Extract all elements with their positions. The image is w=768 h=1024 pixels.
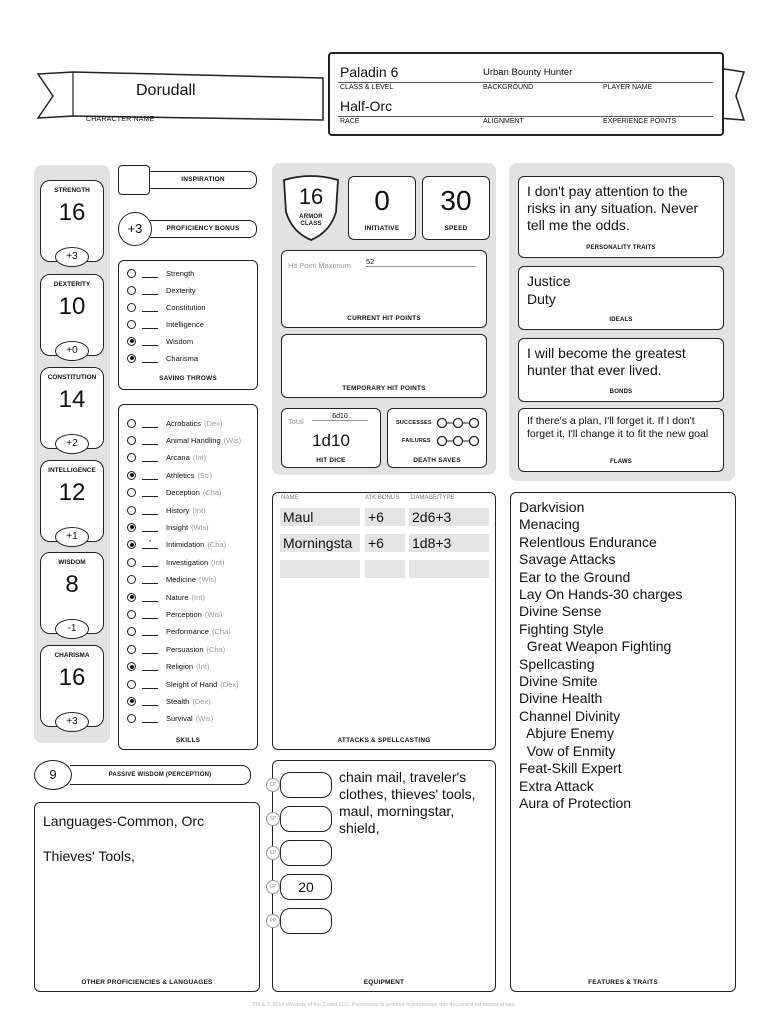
attacks-col-bonus: ATK BONUS <box>365 495 400 501</box>
saving-throw-name: Dexterity <box>166 285 196 295</box>
ability-name: CHARISMA <box>54 652 90 659</box>
attacks-label: ATTACKS & SPELLCASTING <box>337 737 431 744</box>
feature-item: Ear to the Ground <box>519 568 631 585</box>
feature-item: Relentlous Endurance <box>519 533 657 550</box>
hit-dice-total-label: Total <box>288 417 304 426</box>
skill-value[interactable] <box>142 593 158 602</box>
skill-name: Persuasion <box>166 644 204 654</box>
flaws-label: FLAWS <box>610 459 632 465</box>
saving-throw-name: Constitution <box>166 302 206 312</box>
saving-throws-panel <box>118 260 258 390</box>
skill-proficiency[interactable] <box>127 471 136 480</box>
ability-name: INTELLIGENCE <box>48 467 96 474</box>
death-saves-box <box>387 408 487 468</box>
coin-pp[interactable] <box>280 908 332 934</box>
successes-label: SUCCESSES <box>396 420 432 426</box>
skill-value[interactable] <box>142 488 158 497</box>
skill-proficiency[interactable] <box>127 419 136 428</box>
saving-throw-row[interactable] <box>127 351 198 365</box>
skills-label: SKILLS <box>175 737 201 744</box>
saving-throw-proficiency[interactable] <box>127 286 136 295</box>
skill-name: Medicine <box>166 575 197 585</box>
hit-point-maximum-label: Hit Point Maximum <box>288 261 351 270</box>
bonds-box <box>518 338 724 402</box>
ideals-value-1[interactable]: Justice <box>527 273 571 289</box>
skill-attribute: (Wis) <box>195 714 214 724</box>
attack-damage[interactable]: 2d6+3 <box>409 508 489 526</box>
skill-row[interactable] <box>127 677 239 691</box>
passive-wisdom-label: PASSIVE WISDOM (PERCEPTION) <box>70 765 251 785</box>
skill-attribute: (Wis) <box>223 435 242 445</box>
saving-throw-name: Strength <box>166 268 195 278</box>
speed-label: SPEED <box>444 225 468 232</box>
skill-value[interactable] <box>142 680 158 689</box>
skill-attribute: (Cha) <box>207 540 227 550</box>
ability-score[interactable]: 16 <box>58 664 86 691</box>
skill-attribute: (Dex) <box>192 696 211 706</box>
attacks-panel <box>272 492 496 750</box>
skill-value[interactable] <box>142 714 158 723</box>
features-panel <box>510 492 736 992</box>
flaws-box <box>518 408 724 472</box>
ability-score[interactable]: 12 <box>58 479 86 506</box>
skill-name: Nature <box>166 592 189 602</box>
flaws-value[interactable]: If there's a plan, I'll forget it. If I don't forget it, I'll change it to fit the new goal <box>527 415 709 440</box>
skill-row[interactable] <box>127 590 205 604</box>
header-details-box <box>328 52 724 136</box>
ability-constitution <box>40 367 104 449</box>
ability-dexterity <box>40 274 104 356</box>
skill-row[interactable] <box>127 555 224 569</box>
bonds-value[interactable]: I will become the greatest hunter that ever lived. <box>527 345 686 378</box>
skill-name: Sleight of Hand <box>166 679 218 689</box>
coin-cp-label: CP <box>266 778 280 792</box>
race-value[interactable]: Half-Orc <box>340 98 393 114</box>
skill-value[interactable] <box>142 523 158 532</box>
ability-score[interactable]: 8 <box>65 571 79 598</box>
saving-throws-label: SAVING THROWS <box>159 375 217 382</box>
character-name-value[interactable]: Dorudall <box>136 82 196 99</box>
initiative-label: INITIATIVE <box>364 225 400 232</box>
coin-ep-label: EP <box>266 846 280 860</box>
hit-point-maximum-value[interactable]: 52 <box>366 257 476 267</box>
saving-throw-value[interactable] <box>142 303 158 312</box>
skill-value[interactable] <box>142 419 158 428</box>
character-name-banner <box>38 70 328 123</box>
skill-row[interactable] <box>127 503 206 517</box>
skill-proficiency[interactable] <box>127 697 136 706</box>
class-level-label: CLASS & LEVEL <box>340 84 394 91</box>
feature-item: Feat-Skill Expert <box>519 760 622 777</box>
saving-throw-row[interactable] <box>127 317 204 331</box>
proficiencies-line-1[interactable]: Languages-Common, Orc <box>43 813 205 829</box>
speed-box <box>422 176 490 240</box>
skill-row[interactable] <box>127 712 213 726</box>
inspiration-box <box>118 165 258 195</box>
feature-item: Great Weapon Fighting <box>519 638 672 655</box>
skill-proficiency[interactable] <box>127 488 136 497</box>
skill-attribute: (Int) <box>192 453 207 463</box>
personality-traits-box <box>518 176 724 258</box>
ability-modifier[interactable]: +3 <box>55 712 89 732</box>
ability-modifier[interactable]: +0 <box>55 341 89 361</box>
attack-bonus[interactable]: +6 <box>365 508 405 526</box>
skill-value[interactable] <box>142 697 158 706</box>
ability-modifier[interactable]: +2 <box>55 434 89 454</box>
attack-name[interactable] <box>280 560 360 578</box>
skill-name: History <box>166 505 190 515</box>
saving-throw-value[interactable] <box>142 337 158 346</box>
inspiration-checkbox[interactable] <box>118 165 150 195</box>
feature-item: Menacing <box>519 516 580 533</box>
skill-row[interactable] <box>127 468 212 482</box>
ability-name: WISDOM <box>58 559 86 566</box>
skill-name: Performance <box>166 627 209 637</box>
saving-throw-name: Wisdom <box>166 336 194 346</box>
proficiency-bonus-label: PROFICIENCY BONUS <box>150 220 257 238</box>
skill-name: Stealth <box>166 696 190 706</box>
character-name-label: CHARACTER NAME <box>86 116 155 123</box>
skill-name: Deception <box>166 488 200 498</box>
skill-attribute: (Int) <box>191 592 205 602</box>
player-name-label: PLAYER NAME <box>603 84 653 91</box>
skill-row[interactable] <box>127 486 222 500</box>
saving-throw-value[interactable] <box>142 269 158 278</box>
skill-attribute: (Str) <box>197 470 212 480</box>
skill-attribute: (Dex) <box>204 418 223 428</box>
successes-checkboxes[interactable] <box>436 417 480 429</box>
death-saves-label: DEATH SAVES <box>413 457 461 464</box>
skill-name: Acrobatics <box>166 418 202 428</box>
attacks-col-name: NAME <box>281 495 299 501</box>
skill-proficiency[interactable] <box>127 436 136 445</box>
header-line-2 <box>338 116 713 117</box>
attack-bonus[interactable]: +6 <box>365 534 405 552</box>
saving-throw-proficiency[interactable] <box>127 303 136 312</box>
coin-sp[interactable] <box>280 806 332 832</box>
saving-throw-row[interactable] <box>127 283 196 297</box>
skill-name: Religion <box>166 662 194 672</box>
skill-proficiency[interactable] <box>127 575 136 584</box>
skill-value[interactable] <box>142 645 158 654</box>
ability-score[interactable]: 16 <box>58 199 86 226</box>
skill-row[interactable] <box>127 660 209 674</box>
skill-value[interactable] <box>142 558 158 567</box>
hit-dice-total-value[interactable]: 6d10 <box>312 413 368 421</box>
skill-attribute: (Int) <box>192 505 206 515</box>
speed-value[interactable]: 30 <box>440 185 472 216</box>
skill-attribute: (Cha) <box>202 488 222 498</box>
saving-throw-row[interactable] <box>127 300 206 314</box>
class-level-value[interactable]: Paladin 6 <box>340 64 399 80</box>
current-hit-points-label: CURRENT HIT POINTS <box>347 315 421 322</box>
footer-copyright: TM & © 2014 Wizards of the Coast LLC. Permission is granted to photocopy this document for personal use. <box>252 1002 516 1008</box>
skill-row[interactable] <box>127 694 211 708</box>
skill-row[interactable] <box>127 642 225 656</box>
skill-row[interactable] <box>127 625 231 639</box>
skills-panel <box>118 404 258 750</box>
skill-attribute: (Wis) <box>204 609 223 619</box>
hit-dice-value[interactable]: 1d10 <box>312 431 350 450</box>
experience-points-label: EXPERIENCE POINTS <box>603 118 677 125</box>
temporary-hit-points-box <box>281 334 487 398</box>
equipment-label: EQUIPMENT <box>363 979 405 986</box>
ability-name: CONSTITUTION <box>47 374 97 381</box>
temporary-hit-points-label: TEMPORARY HIT POINTS <box>342 385 426 392</box>
skill-attribute: (Cha) <box>211 627 231 637</box>
saving-throw-proficiency[interactable] <box>127 269 136 278</box>
attack-damage[interactable] <box>409 560 489 578</box>
skill-name: Investigation <box>166 557 209 567</box>
armor-class-shield <box>280 172 342 242</box>
ideals-box <box>518 266 724 330</box>
alignment-label: ALIGNMENT <box>483 118 524 125</box>
feature-item: Divine Sense <box>519 603 602 620</box>
coin-sp-label: SP <box>266 812 280 826</box>
skill-proficiency[interactable] <box>127 453 136 462</box>
ideals-label: IDEALS <box>609 317 633 323</box>
skill-proficiency[interactable] <box>127 523 136 532</box>
passive-wisdom-box <box>34 760 260 790</box>
ability-name: STRENGTH <box>54 187 90 194</box>
race-label: RACE <box>340 118 360 125</box>
skill-value[interactable] <box>142 575 158 584</box>
skill-row[interactable] <box>127 607 222 621</box>
saving-throw-row[interactable] <box>127 334 193 348</box>
background-label: BACKGROUND <box>483 84 534 91</box>
coin-gp-label: GP <box>266 880 280 894</box>
skill-name: Perception <box>166 609 202 619</box>
ideals-value-2[interactable]: Duty <box>527 291 556 307</box>
proficiency-bonus-value[interactable]: +3 <box>118 212 152 246</box>
saving-throw-value[interactable] <box>142 320 158 329</box>
skill-row[interactable] <box>127 433 241 447</box>
skill-proficiency[interactable] <box>127 593 136 602</box>
feature-item: Lay On Hands-30 charges <box>519 586 683 603</box>
skill-name: Insight <box>166 522 189 532</box>
saving-throw-row[interactable] <box>127 266 194 280</box>
ability-name: DEXTERITY <box>53 281 91 288</box>
personality-traits-value[interactable]: I don't pay attention to the risks in any situation. Never tell me the odds. <box>527 183 699 233</box>
skill-attribute: (Dex) <box>220 679 239 689</box>
skill-attribute: (Int) <box>196 662 210 672</box>
proficiencies-line-2[interactable]: Thieves' Tools, <box>43 848 135 864</box>
feature-item: Aura of Protection <box>519 794 632 811</box>
feature-item: Channel Divinity <box>519 707 621 724</box>
skill-proficiency[interactable] <box>127 714 136 723</box>
current-hit-points-box <box>281 250 487 328</box>
ability-strength <box>40 180 104 262</box>
hit-dice-label: HIT DICE <box>316 457 346 464</box>
attack-name[interactable]: Morningsta <box>280 534 360 552</box>
skill-value[interactable] <box>142 453 158 462</box>
skill-attribute: (Cha) <box>206 644 226 654</box>
attack-damage[interactable]: 1d8+3 <box>409 534 489 552</box>
inspiration-label: INSPIRATION <box>150 171 257 189</box>
ability-modifier[interactable]: +1 <box>55 527 89 547</box>
skill-value[interactable]: * <box>142 540 158 549</box>
coin-ep[interactable] <box>280 840 332 866</box>
coin-pp-label: PP <box>266 914 280 928</box>
feature-item: Extra Attack <box>519 777 594 794</box>
feature-item: Savage Attacks <box>519 551 616 568</box>
header-line-1 <box>338 82 713 83</box>
background-value[interactable]: Urban Bounty Hunter <box>483 67 573 78</box>
skill-name: Animal Handling <box>166 435 221 445</box>
skill-proficiency[interactable] <box>127 680 136 689</box>
saving-throw-value[interactable] <box>142 354 158 363</box>
skill-value[interactable] <box>142 610 158 619</box>
skill-proficiency[interactable] <box>127 610 136 619</box>
proficiencies-panel <box>34 802 260 992</box>
ability-score[interactable]: 14 <box>58 386 86 413</box>
skill-row[interactable] <box>127 538 226 552</box>
proficiency-bonus-box <box>118 212 258 246</box>
failures-label: FAILURES <box>402 438 431 444</box>
skill-name: Intimidation <box>166 540 205 550</box>
skill-value[interactable] <box>142 471 158 480</box>
skill-attribute: (Wis) <box>199 575 217 585</box>
feature-item: Divine Smite <box>519 673 598 690</box>
feature-item: Darkvision <box>519 499 585 515</box>
initiative-value[interactable]: 0 <box>374 185 390 216</box>
skill-proficiency[interactable] <box>127 627 136 636</box>
ability-intelligence <box>40 460 104 542</box>
skill-value[interactable] <box>142 436 158 445</box>
personality-traits-label: PERSONALITY TRAITS <box>586 245 656 251</box>
skill-attribute: (Int) <box>211 557 225 567</box>
features-list[interactable] <box>519 499 729 812</box>
skill-row[interactable] <box>127 573 217 587</box>
armor-class-value[interactable]: 16 <box>298 184 324 209</box>
ability-score[interactable]: 10 <box>58 293 86 320</box>
skill-name: Survival <box>166 714 193 724</box>
equipment-text[interactable]: chain mail, traveler's clothes, thieves' tools, maul, morningstar, shield, <box>339 769 476 836</box>
saving-throw-name: Intelligence <box>166 319 204 329</box>
initiative-box <box>348 176 416 240</box>
failures-checkboxes[interactable] <box>436 435 480 447</box>
skill-attribute: (Wis) <box>191 522 209 532</box>
skill-value[interactable] <box>142 662 158 671</box>
saving-throw-proficiency[interactable] <box>127 320 136 329</box>
skill-row[interactable] <box>127 451 206 465</box>
proficiencies-label: OTHER PROFICIENCIES & LANGUAGES <box>81 979 213 986</box>
skill-proficiency[interactable] <box>127 662 136 671</box>
skill-value[interactable] <box>142 506 158 515</box>
skill-row[interactable] <box>127 416 222 430</box>
skill-name: Arcana <box>166 453 190 463</box>
ability-charisma <box>40 645 104 727</box>
skill-proficiency[interactable] <box>127 645 136 654</box>
skill-proficiency[interactable] <box>127 540 136 549</box>
attacks-col-damage: DAMAGE/TYPE <box>411 495 455 501</box>
feature-item: Abjure Enemy <box>519 725 614 742</box>
armor-class-label: ARMOR CLASS <box>299 214 323 227</box>
attack-name[interactable]: Maul <box>280 508 360 526</box>
bonds-label: BONDS <box>609 389 633 395</box>
skill-value[interactable] <box>142 627 158 636</box>
saving-throw-name: Charisma <box>166 353 199 363</box>
feature-item: Vow of Enmity <box>519 742 616 759</box>
attack-bonus[interactable] <box>365 560 405 578</box>
features-label: FEATURES & TRAITS <box>588 979 658 986</box>
coin-cp[interactable] <box>280 772 332 798</box>
saving-throw-proficiency[interactable] <box>127 354 136 363</box>
skill-proficiency[interactable] <box>127 506 136 515</box>
saving-throw-proficiency[interactable] <box>127 337 136 346</box>
passive-wisdom-value[interactable]: 9 <box>34 760 72 790</box>
skill-name: Athletics <box>166 470 195 480</box>
saving-throw-value[interactable] <box>142 286 158 295</box>
ability-wisdom <box>40 552 104 634</box>
coin-gp[interactable]: 20 <box>280 874 332 900</box>
feature-item: Fighting Style <box>519 620 604 637</box>
feature-item: Spellcasting <box>519 655 595 672</box>
hit-dice-box <box>281 408 381 468</box>
ability-modifier[interactable]: -1 <box>55 619 89 639</box>
skill-row[interactable] <box>127 520 209 534</box>
ability-modifier[interactable]: +3 <box>55 247 89 267</box>
skill-proficiency[interactable] <box>127 558 136 567</box>
feature-item: Divine Health <box>519 690 603 707</box>
